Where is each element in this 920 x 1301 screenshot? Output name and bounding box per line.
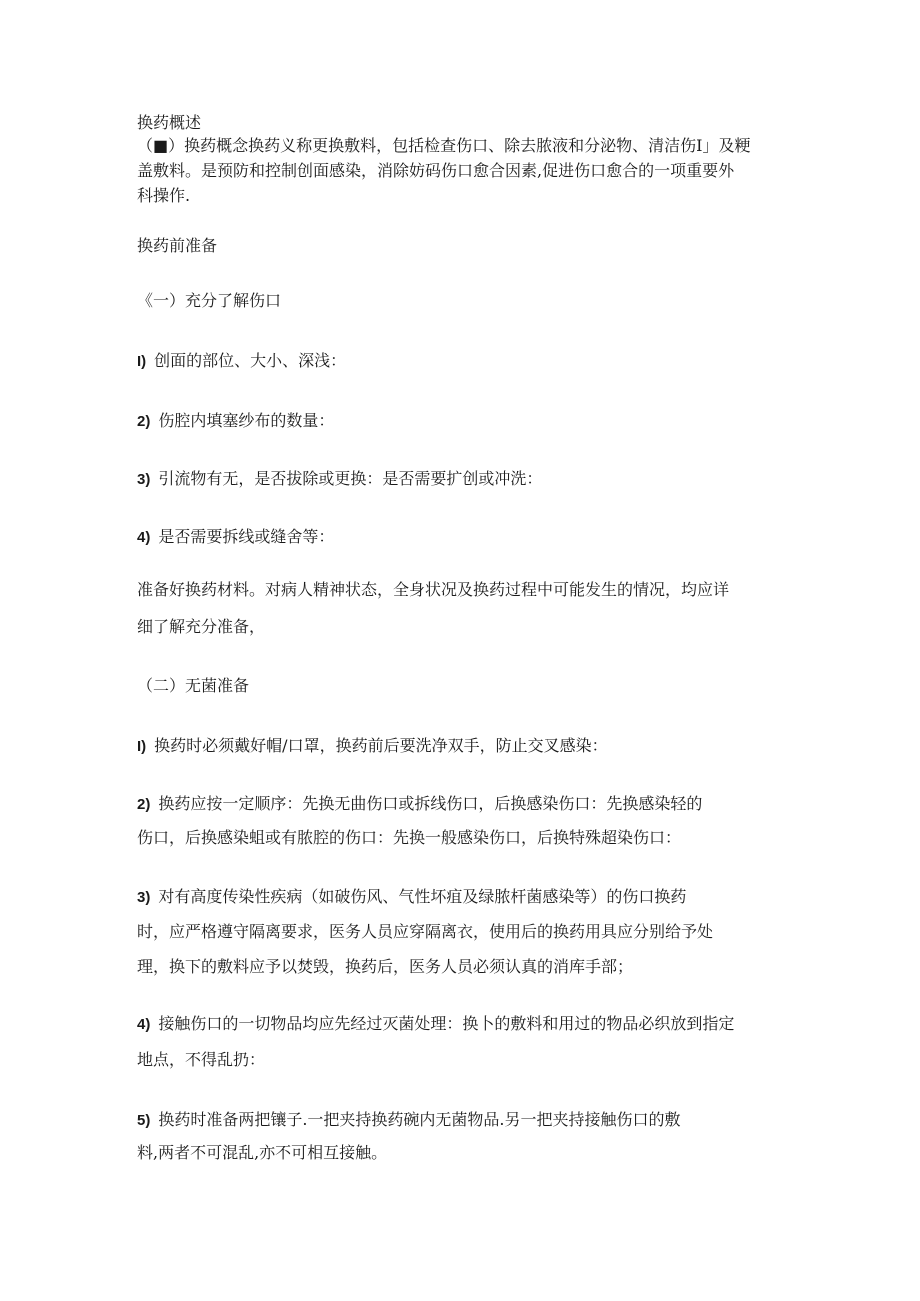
part1-heading: 《一）充分了解伤口 [137, 291, 282, 310]
item-continuation: 时，应严格遵守隔离要求，医务人员应穿隔离衣，使用后的换药用具应分别给予处 [137, 922, 714, 941]
part1-closing-line-1: 准备好换药材料。对病人精神状态，全身状况及换药过程中可能发生的情况，均应详 [137, 580, 730, 599]
item-number: 3) [137, 471, 151, 488]
item-number: 3) [137, 889, 151, 906]
item-text: 是否需要拆线或缝舍等： [158, 527, 335, 546]
item-text: 接触伤口的一切物品均应先经过灭菌处理：换卜的敷料和用过的物品必织放到指定 [158, 1014, 735, 1033]
item-continuation: 料,两者不可混乱,亦不可相互接触。 [137, 1143, 388, 1162]
item-text: 创面的部位、大小、深浅： [154, 351, 347, 370]
list-item [137, 794, 702, 815]
part1-closing-line-2: 细了解充分准备， [137, 617, 266, 636]
item-text: 对有高度传染性疾病（如破伤风、气性坏疽及绿脓杆菌感染等）的伤口换药 [158, 887, 687, 906]
item-text: 换药时准备两把镶子.一把夹持换药碗内无菌物品.另一把夹持接触伤口的敷 [158, 1110, 681, 1129]
item-continuation: 理，换下的敷料应予以焚毁，换药后，医务人员必须认真的消库手部； [137, 957, 634, 976]
item-continuation: 地点，不得乱扔： [137, 1050, 266, 1069]
intro-line-1: （■）换药概念换药义称更换敷料，包括检查伤口、除去脓液和分泌物、清洁伤I」及粳 [137, 136, 751, 155]
item-text: 引流物有无，是否拔除或更换：是否需要扩创或冲洗： [158, 469, 543, 488]
list-item [137, 887, 686, 908]
item-number: I) [137, 738, 147, 755]
item-number: 4) [137, 1016, 151, 1033]
list-item [137, 469, 542, 490]
list-item [137, 527, 334, 548]
item-continuation: 伤口，后换感染蛆或有脓腔的伤口：先换一般感染伤口，后换特殊超染伤口： [137, 828, 682, 847]
section-heading: 换药前准备 [137, 236, 218, 255]
list-item [137, 1014, 734, 1035]
item-number: 2) [137, 796, 151, 813]
intro-line-2: 盖敷料。是预防和控制创面感染，消除妨码伤口愈合因素,促进伤口愈合的一项重要外 [137, 161, 735, 180]
item-number: 5) [137, 1112, 151, 1129]
doc-title: 换药概述 [137, 113, 202, 132]
item-text: 换药时必须戴好帽/口罩，换药前后要洗净双手，防止交叉感染： [154, 736, 608, 755]
list-item [137, 411, 334, 432]
item-number: I) [137, 353, 147, 370]
list-item [137, 736, 608, 757]
item-text: 伤腔内填塞纱布的数量： [158, 411, 335, 430]
part2-heading: （二）无菌准备 [137, 676, 250, 695]
list-item [137, 1110, 681, 1131]
item-number: 2) [137, 413, 151, 430]
item-number: 4) [137, 529, 151, 546]
intro-line-3: 科操作. [137, 186, 191, 205]
list-item [137, 351, 346, 372]
item-text: 换药应按一定顺序：先换无曲伤口或拆线伤口，后换感染伤口：先换感染轻的 [158, 794, 703, 813]
